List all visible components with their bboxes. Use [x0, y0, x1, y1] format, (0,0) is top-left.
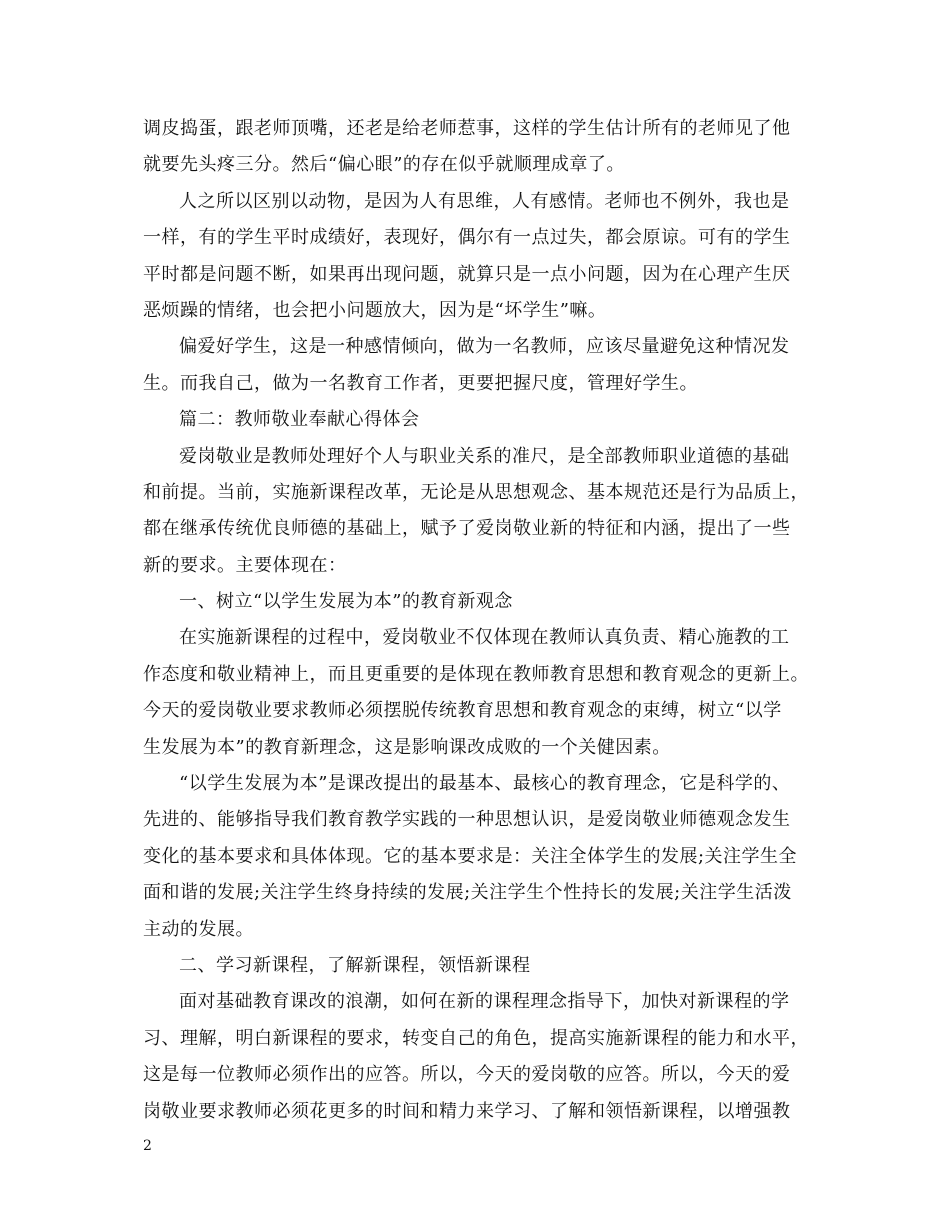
text-line: 生发展为本”的教育新理念，这是影响课改成败的一个关健因素。: [143, 736, 671, 758]
text-line: 调皮捣蛋，跟老师顶嘴，还老是给老师惹事，这样的学生估计所有的老师见了他: [143, 118, 791, 139]
text-line: 这是每一位教师必须作出的应答。所以，今天的爱岗敬的应答。所以，今天的爱: [143, 1064, 791, 1086]
text-line: 面和谐的发展;关注学生终身持续的发展;关注学生个性持长的发展;关注学生活泼: [143, 882, 792, 904]
text-line: 和前提。当前，实施新课程改革，无论是从思想观念、基本规范还是行为品质上，: [143, 481, 809, 503]
text-line: 面对基础教育课改的浪潮，如何在新的课程理念指导下，加快对新课程的学: [179, 991, 790, 1013]
text-line: 变化的基本要求和具体体现。它的基本要求是：关注全体学生的发展;关注学生全: [143, 845, 798, 867]
text-line: 先进的、能够指导我们教育教学实践的一种思想认识，是爱岗敬业师德观念发生: [143, 809, 791, 831]
text-line: “以学生发展为本”是课改提出的最基本、最核心的教育理念，它是科学的、: [179, 773, 791, 795]
text-line: 习、理解，明白新课程的要求，转变自己的角色，提高实施新课程的能力和水平，: [143, 1027, 809, 1049]
text-line: 篇二：教师敬业奉献心得体会: [179, 409, 420, 431]
text-line: 一、树立“以学生发展为本”的教育新观念: [179, 591, 513, 613]
text-line: 在实施新课程的过程中，爱岗敬业不仅体现在教师认真负责、精心施教的工: [179, 627, 790, 649]
text-line: 生。而我自己，做为一名教育工作者，更要把握尺度，管理好学生。: [143, 372, 698, 394]
text-line: 都在继承传统优良师德的基础上，赋予了爱岗敬业新的特征和内涵，提出了一些: [143, 518, 791, 540]
text-line: 恶烦躁的情绪，也会把小问题放大，因为是“坏学生”嘛。: [143, 299, 607, 321]
text-line: 爱岗敬业是教师处理好个人与职业关系的准尺，是全部教师职业道德的基础: [179, 445, 790, 467]
text-line: 就要先头疼三分。然后“偏心眼”的存在似乎就顺理成章了。: [143, 154, 625, 176]
text-line: 今天的爱岗敬业要求教师必须摆脱传统教育思想和教育观念的束缚，树立“以学: [143, 700, 782, 722]
text-line: 作态度和敬业精神上，而且更重要的是体现在教师教育思想和教育观念的更新上。: [143, 663, 809, 685]
text-line: 平时都是问题不断，如果再出现问题，就算只是一点小问题，因为在心理产生厌: [143, 263, 791, 285]
text-line: 新的要求。主要体现在：: [143, 554, 347, 576]
text-line: 偏爱好学生，这是一种感情倾向，做为一名教师，应该尽量避免这种情况发: [179, 336, 790, 358]
body-text: [143, 111, 813, 1130]
text-line: 人之所以区别以动物，是因为人有思维，人有感情。老师也不例外，我也是: [179, 190, 790, 212]
page-number: 2: [143, 1138, 152, 1154]
text-line: 二、学习新课程，了解新课程，领悟新课程: [179, 954, 531, 976]
text-line: 主动的发展。: [143, 918, 254, 940]
text-line: 岗敬业要求教师必须花更多的时间和精力来学习、了解和领悟新课程，以增强教: [143, 1100, 791, 1122]
text-line: 一样，有的学生平时成绩好，表现好，偶尔有一点过失，都会原谅。可有的学生: [143, 227, 791, 249]
